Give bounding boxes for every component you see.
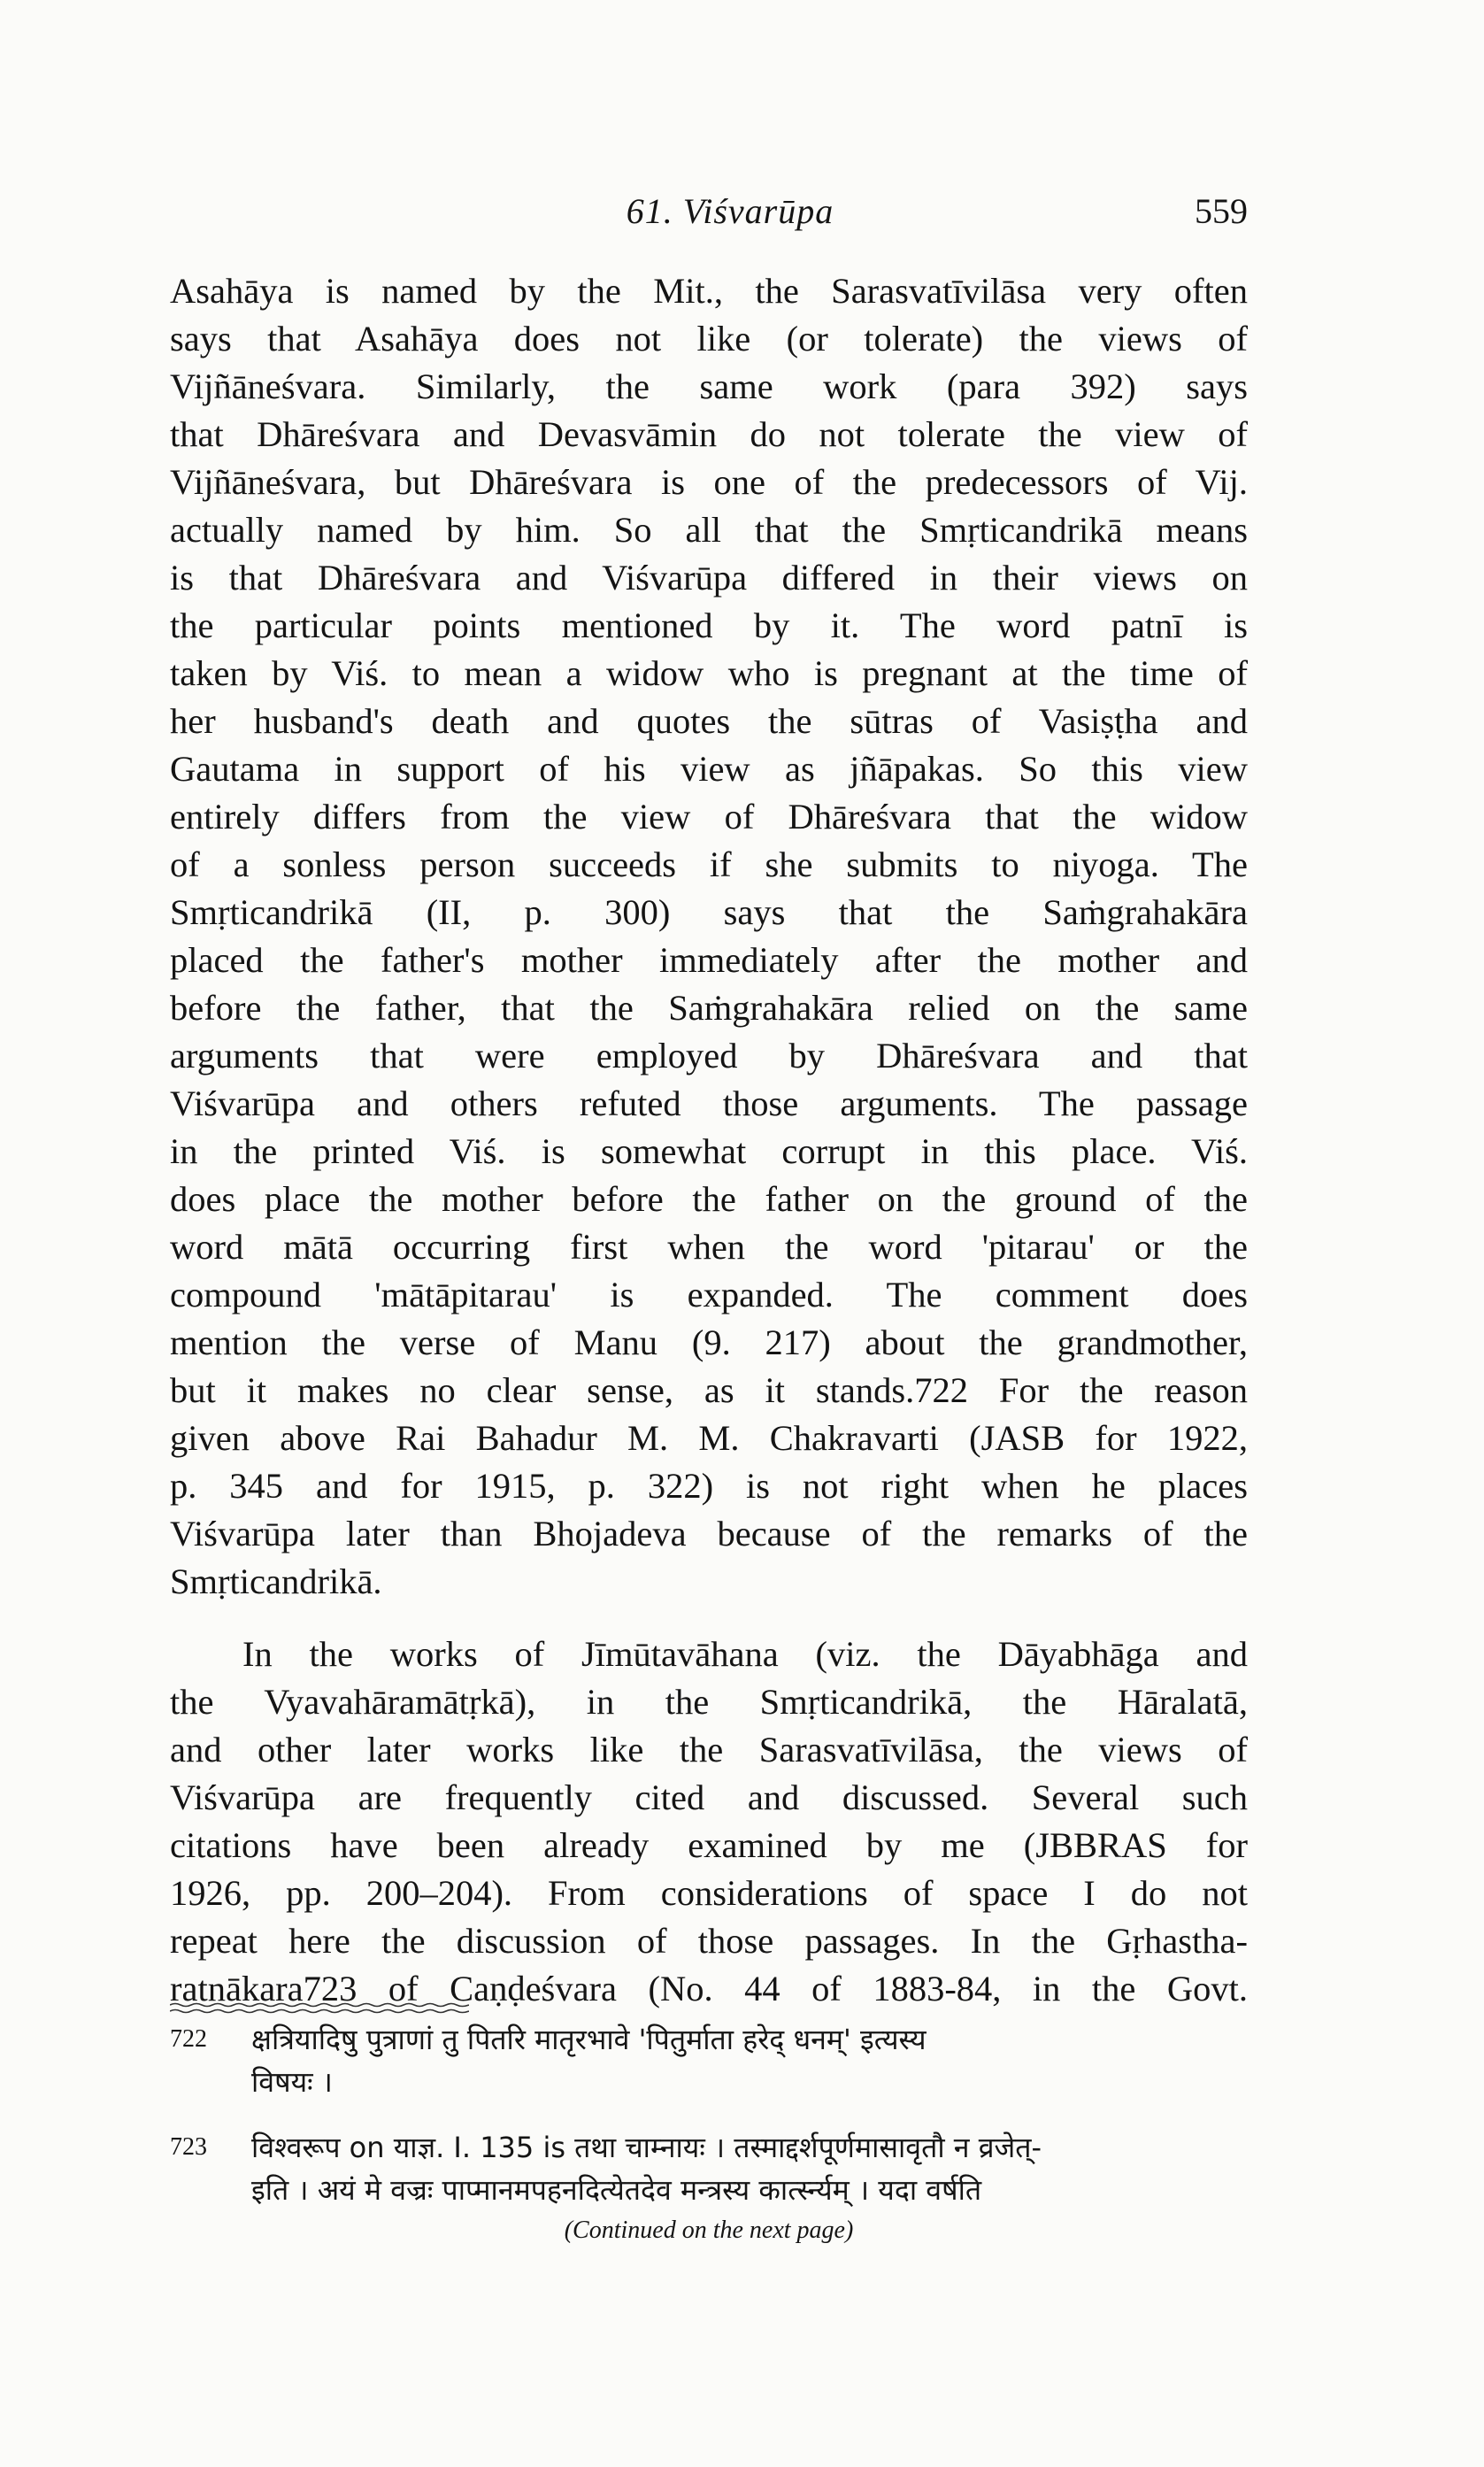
footnote-722 bbox=[170, 2018, 1248, 2103]
continued-note: (Continued on the next page) bbox=[564, 2216, 854, 2244]
text-line: the Vyavahāramātṛkā), in the Smṛticandrikā, the Hāralatā, bbox=[170, 1682, 1248, 1722]
footnote-number: 722 bbox=[170, 2025, 207, 2053]
text-line: but it makes no clear sense, as it stands.722 For the reason bbox=[170, 1370, 1248, 1410]
text-line: word mātā occurring first when the word 'pitarau' or the bbox=[170, 1227, 1248, 1267]
text-line: Viśvarūpa are frequently cited and discussed. Several such bbox=[170, 1777, 1248, 1817]
text-line: before the father, that the Saṁgrahakāra relied on the same bbox=[170, 988, 1248, 1028]
text-line: compound 'mātāpitarau' is expanded. The comment does bbox=[170, 1275, 1248, 1314]
text-line: mention the verse of Manu (9. 217) about the grandmother, bbox=[170, 1322, 1248, 1362]
paragraph-1 bbox=[170, 267, 1248, 1606]
text-line: Vijñāneśvara, but Dhāreśvara is one of the predecessors of Vij. bbox=[170, 462, 1248, 502]
text-line: In the works of Jīmūtavāhana (viz. the Dāyabhāga and bbox=[242, 1634, 1248, 1674]
text-line: of a sonless person succeeds if she submits to niyoga. The bbox=[170, 844, 1248, 884]
footnote-line: क्षत्रियादिषु पुत्राणां तु पितरि मातृरभावे 'पितुर्माता हरेद् धनम्' इत्यस्य bbox=[251, 2023, 927, 2056]
footnote-body bbox=[251, 2126, 1248, 2211]
body-text bbox=[170, 267, 1248, 2013]
text-line: that Dhāreśvara and Devasvāmin do not tolerate the view of bbox=[170, 414, 1248, 454]
footnote-body bbox=[251, 2018, 1248, 2103]
text-line: given above Rai Bahadur M. M. Chakravarti (JASB for 1922, bbox=[170, 1418, 1248, 1458]
text-line: entirely differs from the view of Dhāreśvara that the widow bbox=[170, 797, 1248, 836]
text-line: Vijñāneśvara. Similarly, the same work (para 392) says bbox=[170, 366, 1248, 406]
footnote-line: इति । अयं मे वज्रः पाप्मानमपहनदित्येतदेव मन्त्रस्य कार्त्स्न्यम् । यदा वर्षति bbox=[251, 2173, 982, 2207]
text-line: in the printed Viś. is somewhat corrupt in this place. Viś. bbox=[170, 1131, 1248, 1171]
text-line: her husband's death and quotes the sūtras of Vasiṣṭha and bbox=[170, 701, 1248, 741]
text-line: says that Asahāya does not like (or tolerate) the views of bbox=[170, 319, 1248, 358]
text-line: and other later works like the Sarasvatīvilāsa, the views of bbox=[170, 1730, 1248, 1769]
text-line: Asahāya is named by the Mit., the Sarasvatīvilāsa very often bbox=[170, 271, 1248, 311]
text-line: Viśvarūpa later than Bhojadeva because of the remarks of the bbox=[170, 1514, 1248, 1553]
text-line: repeat here the discussion of those passages. In the Gṛhastha- bbox=[170, 1921, 1248, 1961]
page-number: 559 bbox=[1195, 191, 1248, 231]
footnote-723 bbox=[170, 2126, 1248, 2211]
text-line: actually named by him. So all that the Smṛticandrikā means bbox=[170, 510, 1248, 550]
text-line: does place the mother before the father on the ground of the bbox=[170, 1179, 1248, 1219]
text-line: 1926, pp. 200–204). From considerations of space I do not bbox=[170, 1873, 1248, 1913]
footnote-separator bbox=[170, 2002, 469, 2015]
footnote-number: 723 bbox=[170, 2133, 207, 2161]
paragraph-gap bbox=[170, 1606, 1248, 1631]
text-line: p. 345 and for 1915, p. 322) is not right when he places bbox=[170, 1466, 1248, 1506]
paragraph-2 bbox=[170, 1631, 1248, 2013]
text-line: citations have been already examined by me (JBBRAS for bbox=[170, 1825, 1248, 1865]
footnote-line: विश्वरूप on याज्ञ. I. 135 is तथा चाम्नायः । तस्माद्दर्शपूर्णमासावृतौ न व्रजेत्- bbox=[251, 2131, 1042, 2164]
footnotes bbox=[170, 2018, 1248, 2245]
text-line: Gautama in support of his view as jñāpakas. So this view bbox=[170, 749, 1248, 789]
page-header bbox=[212, 190, 1248, 243]
text-line: the particular points mentioned by it. The word patnī is bbox=[170, 605, 1248, 645]
footnote-gap bbox=[170, 2103, 1248, 2126]
text-line: taken by Viś. to mean a widow who is pregnant at the time of bbox=[170, 653, 1248, 693]
text-line: arguments that were employed by Dhāreśvara and that bbox=[170, 1036, 1248, 1075]
text-line: Smṛticandrikā (II, p. 300) says that the Saṁgrahakāra bbox=[170, 892, 1248, 932]
text-line: placed the father's mother immediately after the mother and bbox=[170, 940, 1248, 980]
text-line: Smṛticandrikā. bbox=[170, 1561, 382, 1601]
running-head: 61. Viśvarūpa bbox=[626, 191, 834, 231]
text-line: Viśvarūpa and others refuted those arguments. The passage bbox=[170, 1083, 1248, 1123]
footnote-line: विषयः । bbox=[251, 2065, 333, 2099]
text-line: is that Dhāreśvara and Viśvarūpa differed in their views on bbox=[170, 558, 1248, 597]
text-line: ratnākara723 of Caṇḍeśvara (No. 44 of 1883-84, in the Govt. bbox=[170, 1969, 1248, 2008]
